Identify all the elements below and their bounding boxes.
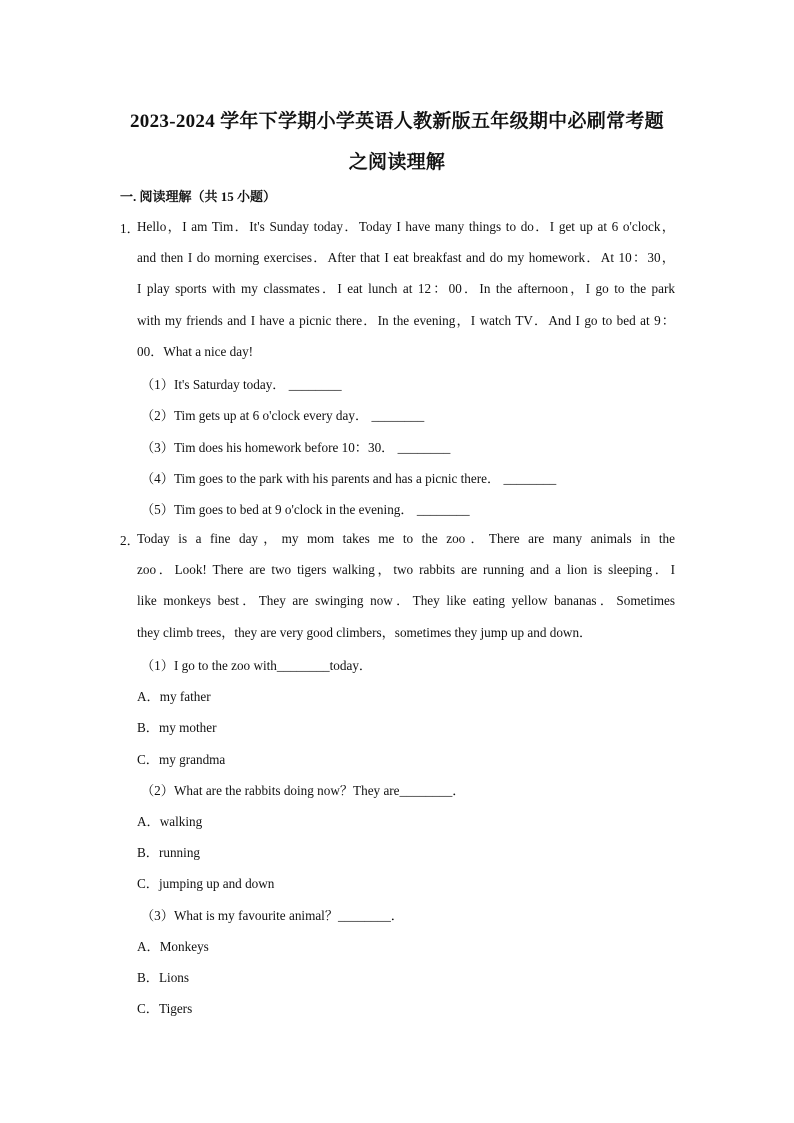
question-2-sub-3: （3）What is my favourite animal？________． [141, 908, 404, 923]
question-1-statement-3: （3）Tim does his homework before 10：30． ________ [141, 440, 451, 455]
question-2-sub-1: （1）I go to the zoo with________today． [141, 658, 373, 673]
question-2-sub-3-option-c: C．Tigers [137, 1001, 193, 1016]
question-2-sub-3-option-b: B．Lions [137, 970, 190, 985]
passage-line: like monkeys best．They are swinging now．They like eating yellow bananas．Sometimes [137, 593, 675, 609]
question-2-sub-2: （2）What are the rabbits doing now？They are________． [141, 783, 466, 798]
passage-line: I play sports with my classmates．I eat lunch at 12：00．In the afternoon，I go to the park [137, 281, 675, 297]
question-2-sub-1-option-b: B．my mother [137, 720, 217, 735]
question-2-sub-1-option-c: C．my grandma [137, 752, 226, 767]
passage-line: with my friends and I have a picnic there．In the evening，I watch TV．And I go to bed at 9： [137, 312, 675, 328]
page-title-line-1: 2023-2024 学年下学期小学英语人教新版五年级期中必刷常考题 [130, 111, 664, 132]
question-1-statement-4: （4）Tim goes to the park with his parents and has a picnic there． ________ [141, 471, 557, 486]
passage-line: and then I do morning exercises．After that I eat breakfast and do my homework．At 10：30， [137, 250, 675, 266]
passage-line: they climb trees，they are very good climbers，sometimes they jump up and down． [137, 624, 593, 640]
question-2-passage [137, 523, 675, 648]
question-2-number: 2． [120, 533, 140, 548]
passage-line: zoo．Look! There are two tigers walking，two rabbits are running and a lion is sleeping．I [137, 562, 675, 578]
question-2-sub-2-option-a: A．walking [137, 814, 203, 829]
question-1-statement-2: （2）Tim gets up at 6 o'clock every day． ________ [141, 408, 425, 423]
question-2-sub-1-option-a: A．my father [137, 689, 211, 704]
page-title-line-2: 之阅读理解 [348, 152, 446, 173]
passage-line: Hello，I am Tim．It's Sunday today．Today I have many things to do．I get up at 6 o'clock， [137, 219, 675, 234]
passage-line: 00．What a nice day! [137, 343, 254, 359]
question-2-sub-2-option-b: B．running [137, 845, 201, 860]
passage-line: Today is a fine day，my mom takes me to the zoo．There are many animals in the [137, 531, 675, 546]
question-1-passage [137, 211, 675, 367]
question-1-statement-5: （5）Tim goes to bed at 9 o'clock in the evening． ________ [141, 502, 470, 517]
question-1-number: 1． [120, 221, 140, 236]
question-1-statement-1: （1）It's Saturday today． ________ [141, 377, 342, 392]
question-2-sub-3-option-a: A．Monkeys [137, 939, 209, 954]
question-2-sub-2-option-c: C．jumping up and down [137, 876, 275, 891]
section-heading: 一. 阅读理解（共 15 小题） [120, 189, 277, 204]
